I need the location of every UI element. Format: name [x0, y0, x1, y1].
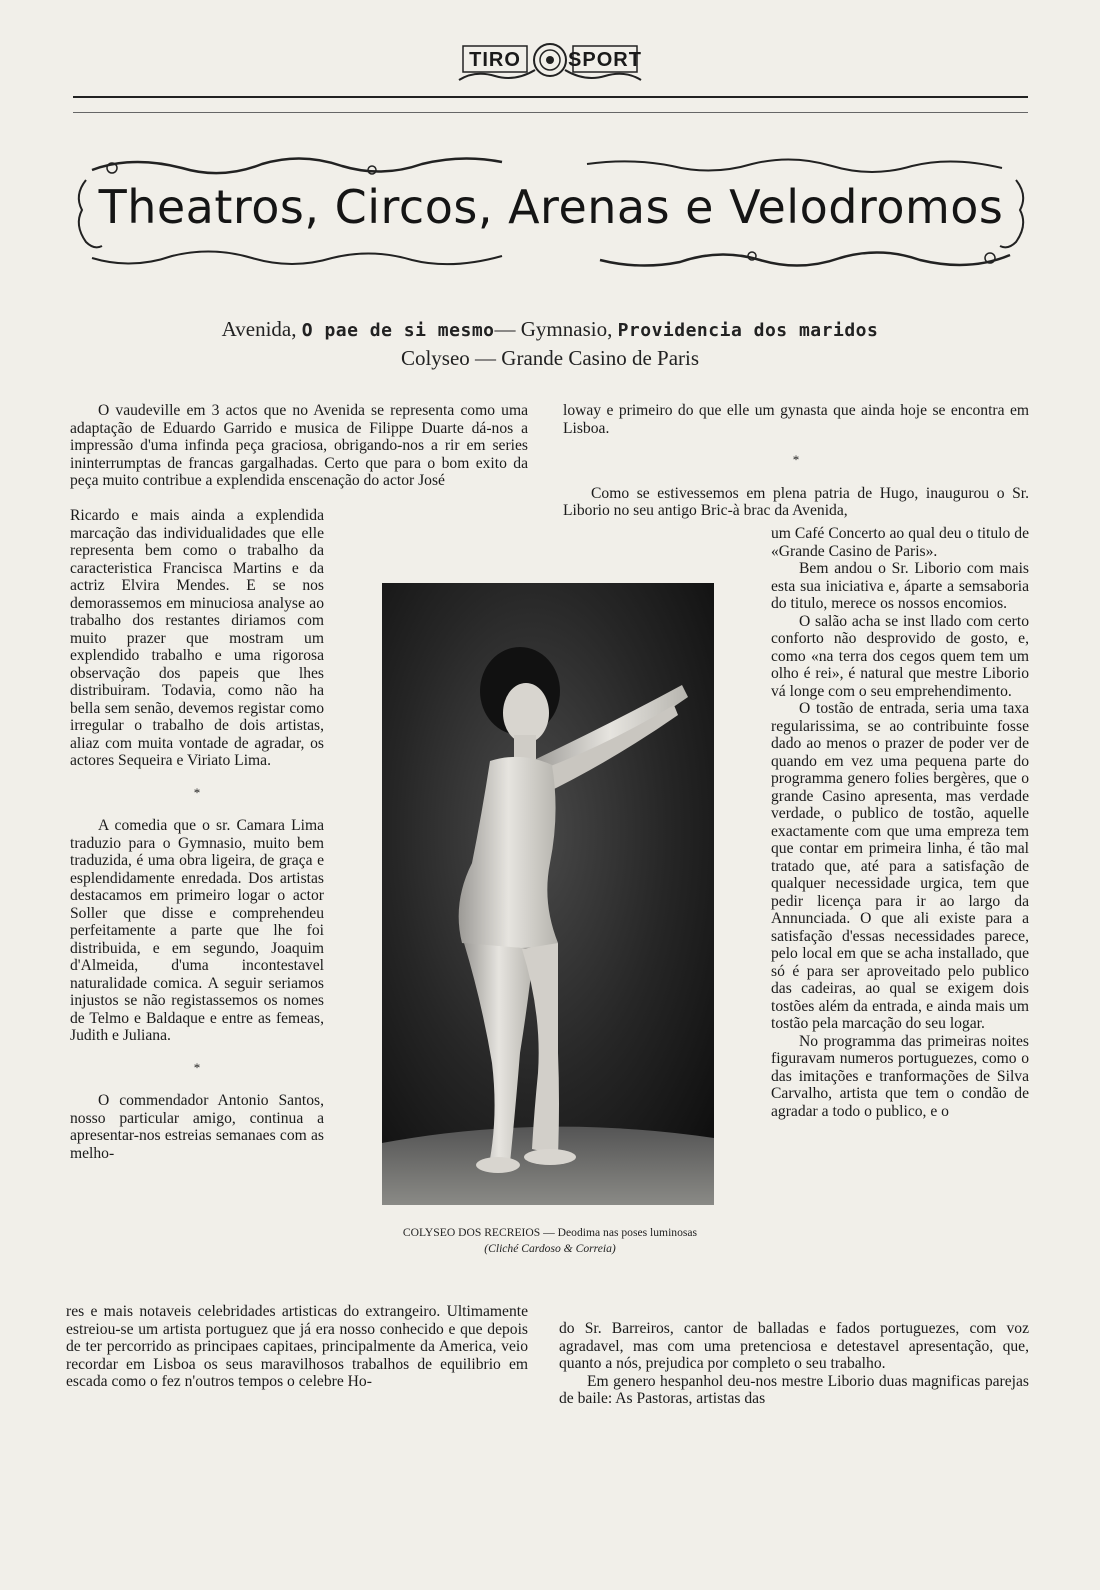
right-paragraph-0: loway e primeiro do que elle um gynasta que ainda hoje se encontra em Lisboa. [563, 402, 1029, 437]
right-paragraph-3: O salão acha se inst llado com certo conforto não desprovido de gosto, e, como «na terra dos cegos quem tem um olho é rei», é natural que mestre Liborio vá longe com o seu emprehendimento. [771, 612, 1029, 700]
right-paragraph-6: Em genero hespanhol deu-nos mestre Liborio duas magnificas parejas de baile: As Pastoras, artistas das [559, 1372, 1029, 1407]
svg-text:TIRO: TIRO [469, 49, 521, 71]
left-paragraph-1a: O vaudeville em 3 actos que no Avenida se representa como uma adaptação de Eduardo Garrido e musica de Filippe Duarte dá-nos a impressão d'uma infinda peça graciosa, obrigando-nos a rir em series ininterrumptas de francas gargalhadas. Certo que para o bom exito da peça muito contribue a explendida enscenação do actor José [70, 402, 528, 489]
left-paragraph-3a: O commendador Antonio Santos, nosso particular amigo, continua a apresentar-nos estreias semanaes com as melho- [70, 1092, 324, 1162]
left-col-top [70, 402, 528, 490]
svg-text:SPORT: SPORT [568, 49, 642, 71]
right-paragraph-4: O tostão de entrada, seria uma taxa regularissima, se ao contribuinte fosse dado ao menos o prazer de poder ver de quando em vez uma pequena parte do programma genero folies bergères, que o grande Casino apresenta, mas verdade verdade, o publico de tostão, aquelle exactamente com que uma empreza tem que contar em primeira linha, é tão mal tratado que, até para a satisfação de qualquer necessidade urgica, tem que pedir licença para ir ao largo da Annunciada. O que ali existe para a satisfação d'essas necessidades parece, pelo local em que se acha installado, que só é para ser aproveitado pelo publico das cadeiras, ao qual se exigem dois tostões além da entrada, e ainda mais um tostão pela marcação do seu logar. [771, 700, 1029, 1032]
caption-credit: (Cliché Cardoso & Correia) [484, 1242, 616, 1255]
photo-caption [360, 1225, 740, 1257]
right-col-top [563, 402, 1029, 520]
header-rule-thick [73, 96, 1028, 98]
right-paragraph-1b: um Café Concerto ao qual deu o titulo de «Grande Casino de Paris». [771, 525, 1029, 560]
left-col-narrow [70, 507, 324, 1162]
left-col-bottom [66, 1303, 528, 1391]
right-paragraph-2: Bem andou o Sr. Liborio com mais esta sua iniciativa e, áparte a semsaboria do titulo, merece os nossos encomios. [771, 560, 1029, 612]
section-star-2: * [193, 1059, 201, 1075]
left-paragraph-3b: res e mais notaveis celebridades artisticas do extrangeiro. Ultimamente estreiou-se um artista portuguez que já era nosso conhecido e que depois de ter percorrido as principaes capitaes, principalmente da America, veio recordar em Lisboa os seus maravilhosos trabalhos de equilibrio em escada como o fez n'outros tempos o celebre Ho- [66, 1303, 528, 1390]
photograph-dancer [382, 583, 714, 1205]
subtitle-play-2: Providencia dos maridos [617, 320, 879, 341]
right-paragraph-5b: do Sr. Barreiros, cantor de balladas e fados portuguezes, com voz agradavel, mas com uma pretenciosa e detestavel apresentação, que, quanto a nós, prejudica por completo o seu trabalho. [559, 1320, 1029, 1372]
page-title: Theatros, Circos, Arenas e Velodromos [98, 180, 1004, 234]
right-col-narrow [771, 525, 1029, 1120]
left-paragraph-2: A comedia que o sr. Camara Lima traduzio para o Gymnasio, muito bem traduzida, é uma obra ligeira, de graça e esplendidamente enredada. Dos artistas destacamos em primeiro logar o actor Soller que disse e comprehendeu perfeitamente a parte que lhe foi distribuida, e em segundo, Joaquim d'Almeida, d'uma incontestavel naturalidade comica. A seguir seriamos injustos se não registassemos os nomes de Telmo e Baldaque e entre as femeas, Judith e Juliana. [70, 817, 324, 1044]
right-paragraph-1a: Como se estivessemos em plena patria de Hugo, inaugurou o Sr. Liborio no seu antigo Bric-à brac da Avenida, [563, 484, 1029, 519]
subtitle-line-2: Colyseo — Grande Casino de Paris [400, 346, 700, 370]
subtitle-avenida: Avenida, [221, 317, 297, 341]
masthead-logo [455, 40, 645, 86]
subtitle-play-1: O pae de si mesmo [301, 320, 495, 341]
section-star-3: * [792, 452, 800, 467]
subtitle-gymnasio: — Gymnasio, [494, 317, 613, 341]
title-banner [72, 150, 1030, 275]
right-paragraph-5a: No programma das primeiras noites figuravam numeros portuguezes, como o das imitações e tranformações de Silva Carvalho, artista que tem o condão de agradar a todo o publico, e o [771, 1032, 1029, 1120]
left-paragraph-1b: Ricardo e mais ainda a explendida marcação das individualidades que elle representa bem como o trabalho da caracteristica Francisca Martins e da actriz Elvira Mendes. E se nos demorassemos em minuciosa analyse ao trabalho dos restantes diriamos com muito prazer que mostram um explendido trabalho e uma rigorosa observação dos papeis que lhes distribuiram. Todavia, como não ha bella sem senão, devemos registar como irregular o trabalho de dois artistas, aliaz com muita vontade de agradar, os actores Sequeira e Viriato Lima. [70, 507, 324, 769]
right-col-bottom [559, 1320, 1029, 1408]
header-rule-thin [73, 112, 1028, 113]
subtitle-line-1 [60, 317, 1040, 342]
section-star-1: * [193, 784, 201, 800]
caption-title: COLYSEO DOS RECREIOS — Deodima nas poses luminosas [402, 1226, 698, 1239]
